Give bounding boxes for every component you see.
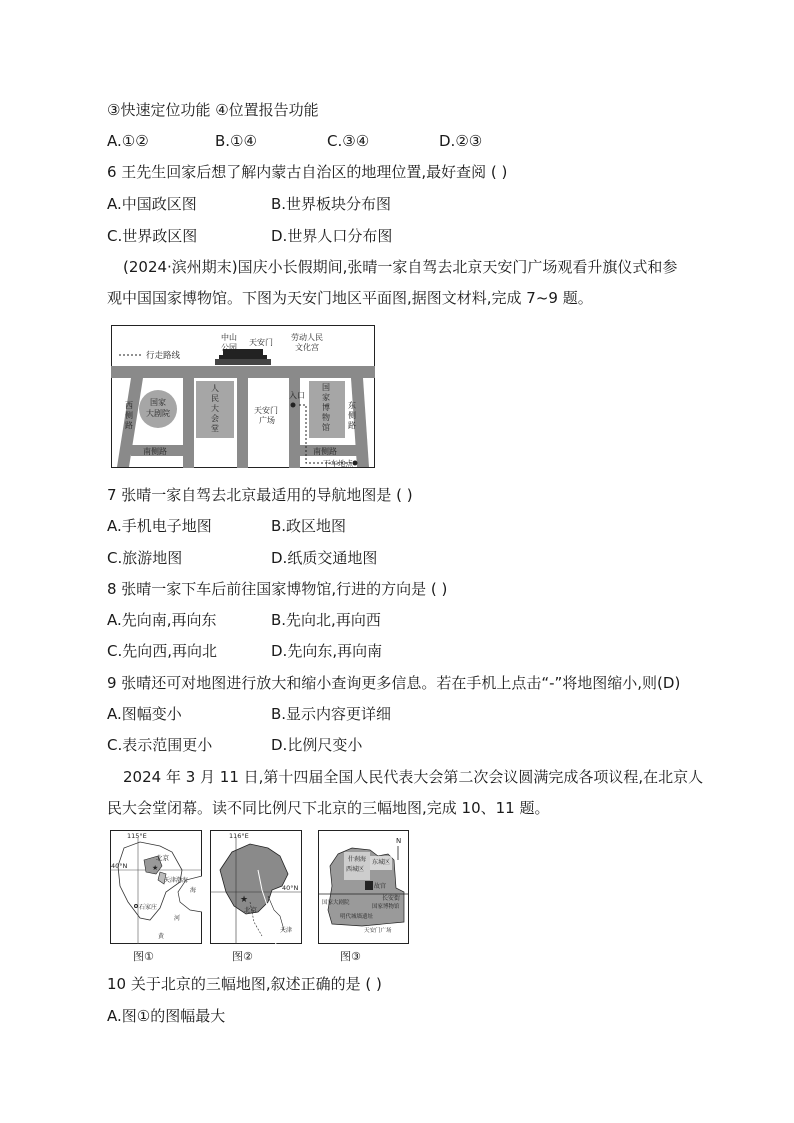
m3-xicheng: 西城区	[346, 866, 365, 873]
m2-lon: 116°E	[229, 832, 249, 840]
map1-zhongshan-1: 中山	[221, 333, 237, 342]
m3-changan: 长安街	[382, 895, 401, 902]
map1-museum-5: 馆	[322, 423, 330, 432]
passage2-line1: 2024 年 3 月 11 日,第十四届全国人民代表大会第二次会议圆满完成各项议程,在北京人	[123, 768, 704, 786]
q9-option-c[interactable]: C.表示范围更小	[107, 736, 213, 754]
changan-road	[111, 366, 375, 378]
m2-lat: 40°N	[282, 884, 299, 892]
q6-option-c[interactable]: C.世界政区图	[107, 227, 198, 245]
map1-caption: 图①	[133, 950, 154, 963]
m3-north: N	[396, 837, 402, 845]
m1-tianjin: 天津	[164, 877, 177, 884]
m3-dongcheng: 东城区	[372, 859, 391, 866]
q9-option-a[interactable]: A.图幅变小	[107, 705, 182, 723]
q9-option-d[interactable]: D.比例尺变小	[271, 736, 363, 754]
q10-stem: 10 关于北京的三幅地图,叙述正确的是 ( )	[107, 975, 382, 993]
q8-option-b[interactable]: B.先向北,再向西	[271, 611, 381, 629]
map1-zhongshan-2: 公园	[221, 343, 237, 352]
passage1-line1: (2024·滨州期末)国庆小长假期间,张晴一家自驾去北京天安门广场观看升旗仪式和参	[123, 258, 678, 276]
q6-stem: 6 王先生回家后想了解内蒙古自治区的地理位置,最好查阅 ( )	[107, 163, 508, 181]
m2-tianjin: 天津	[280, 927, 293, 934]
m1-bohai: 渤海	[176, 877, 189, 884]
m3-mingcheng: 明代城墙遗址	[340, 914, 374, 920]
svg-text:★: ★	[152, 864, 159, 872]
map1-museum-3: 博	[322, 403, 330, 412]
map1-laodong-1: 劳动人民	[291, 333, 323, 342]
m3-museum: 国家博物馆	[372, 904, 400, 910]
m1-lat: 40°N	[111, 862, 128, 870]
q6-option-a[interactable]: A.中国政区图	[107, 195, 197, 213]
map1-west-road-3: 路	[125, 421, 133, 430]
m1-lon: 115°E	[127, 832, 147, 840]
m3-gugong: 故宫	[374, 883, 387, 890]
map1-entrance-dot	[291, 403, 296, 408]
map1-tiananmen-label: 天安门	[249, 338, 273, 347]
m1-shijiazhuang: 石家庄	[139, 904, 158, 911]
map1-hall-5: 堂	[211, 424, 219, 433]
map1-entrance: 入口	[289, 391, 305, 400]
m1-hai: 海	[190, 887, 197, 894]
map1-museum-4: 物	[322, 413, 330, 422]
q7-option-b[interactable]: B.政区地图	[271, 517, 347, 535]
q8-option-c[interactable]: C.先向西,再向北	[107, 642, 218, 660]
q5-option-d[interactable]: D.②③	[439, 132, 483, 150]
map1-square-1: 天安门	[254, 406, 278, 415]
map1-theater-1: 国家	[150, 398, 166, 407]
map1-laodong-2: 文化宫	[295, 343, 319, 352]
m1-beijing: 北京	[156, 854, 169, 862]
beijing-map-3	[318, 830, 409, 945]
q5-option-a[interactable]: A.①②	[107, 132, 149, 150]
q6-option-b[interactable]: B.世界板块分布图	[271, 195, 392, 213]
map1-south-road-left: 南侧路	[143, 447, 167, 456]
map1-museum-2: 家	[322, 393, 330, 402]
m3-gugong-shape	[365, 881, 373, 890]
q7-option-a[interactable]: A.手机电子地图	[107, 517, 212, 535]
q8-option-d[interactable]: D.先向东,再向南	[271, 642, 383, 660]
passage2-line2: 民大会堂闭幕。读不同比例尺下北京的三幅地图,完成 10、11 题。	[107, 799, 550, 817]
q5-option-b[interactable]: B.①④	[215, 132, 257, 150]
map1-museum-1: 国	[322, 383, 330, 392]
map1-east-road-1: 东	[348, 401, 356, 410]
map1-east-road-2: 侧	[348, 411, 356, 420]
q9-option-b[interactable]: B.显示内容更详细	[271, 705, 392, 723]
map1-hall-4: 会	[211, 414, 219, 423]
tiananmen-map	[111, 325, 375, 468]
beijing-map-1	[110, 830, 202, 945]
map1-theater-2: 大剧院	[146, 409, 170, 418]
map1-hall-3: 大	[211, 404, 219, 413]
m3-shichahai: 什刹海	[348, 856, 367, 863]
map1-hall-1: 人	[211, 384, 219, 393]
m2-beijing: 北京	[244, 906, 257, 914]
map1-east-road-3: 路	[348, 421, 356, 430]
q5-option-c[interactable]: C.③④	[327, 132, 370, 150]
map1-west-road-2: 侧	[125, 411, 133, 420]
svg-text:★: ★	[240, 895, 249, 905]
q7-option-c[interactable]: C.旅游地图	[107, 549, 183, 567]
m3-square: 天安门广场	[364, 928, 392, 934]
q8-stem: 8 张晴一家下车后前往国家博物馆,行进的方向是 ( )	[107, 580, 448, 598]
beijing-map-2	[210, 830, 302, 945]
m3-theater: 国家大剧院	[322, 900, 350, 906]
q5-options-line: ③快速定位功能 ④位置报告功能	[107, 101, 319, 119]
map1-south-road-right: 南侧路	[313, 447, 337, 456]
map3-caption: 图③	[340, 950, 361, 963]
q7-stem: 7 张晴一家自驾去北京最适用的导航地图是 ( )	[107, 486, 413, 504]
q8-option-a[interactable]: A.先向南,再向东	[107, 611, 217, 629]
map1-dropoff: 下车地点	[323, 459, 353, 468]
m1-huang: 黄	[158, 933, 165, 940]
map2-caption: 图②	[232, 950, 253, 963]
q10-option-a[interactable]: A.图①的图幅最大	[107, 1007, 226, 1025]
map1-square-2: 广场	[259, 416, 275, 425]
map1-hall-2: 民	[211, 394, 219, 403]
m1-he: 河	[174, 915, 181, 922]
map1-legend-label: 行走路线	[146, 351, 181, 361]
passage1-line2: 观中国国家博物馆。下图为天安门地区平面图,据图文材料,完成 7~9 题。	[107, 289, 593, 307]
q6-option-d[interactable]: D.世界人口分布图	[271, 227, 393, 245]
map1-west-road-1: 西	[125, 401, 133, 410]
q7-option-d[interactable]: D.纸质交通地图	[271, 549, 378, 567]
q9-stem: 9 张晴还可对地图进行放大和缩小查询更多信息。若在手机上点击“-”将地图缩小,则(D)	[107, 674, 681, 692]
map1-dropoff-dot	[353, 461, 358, 466]
